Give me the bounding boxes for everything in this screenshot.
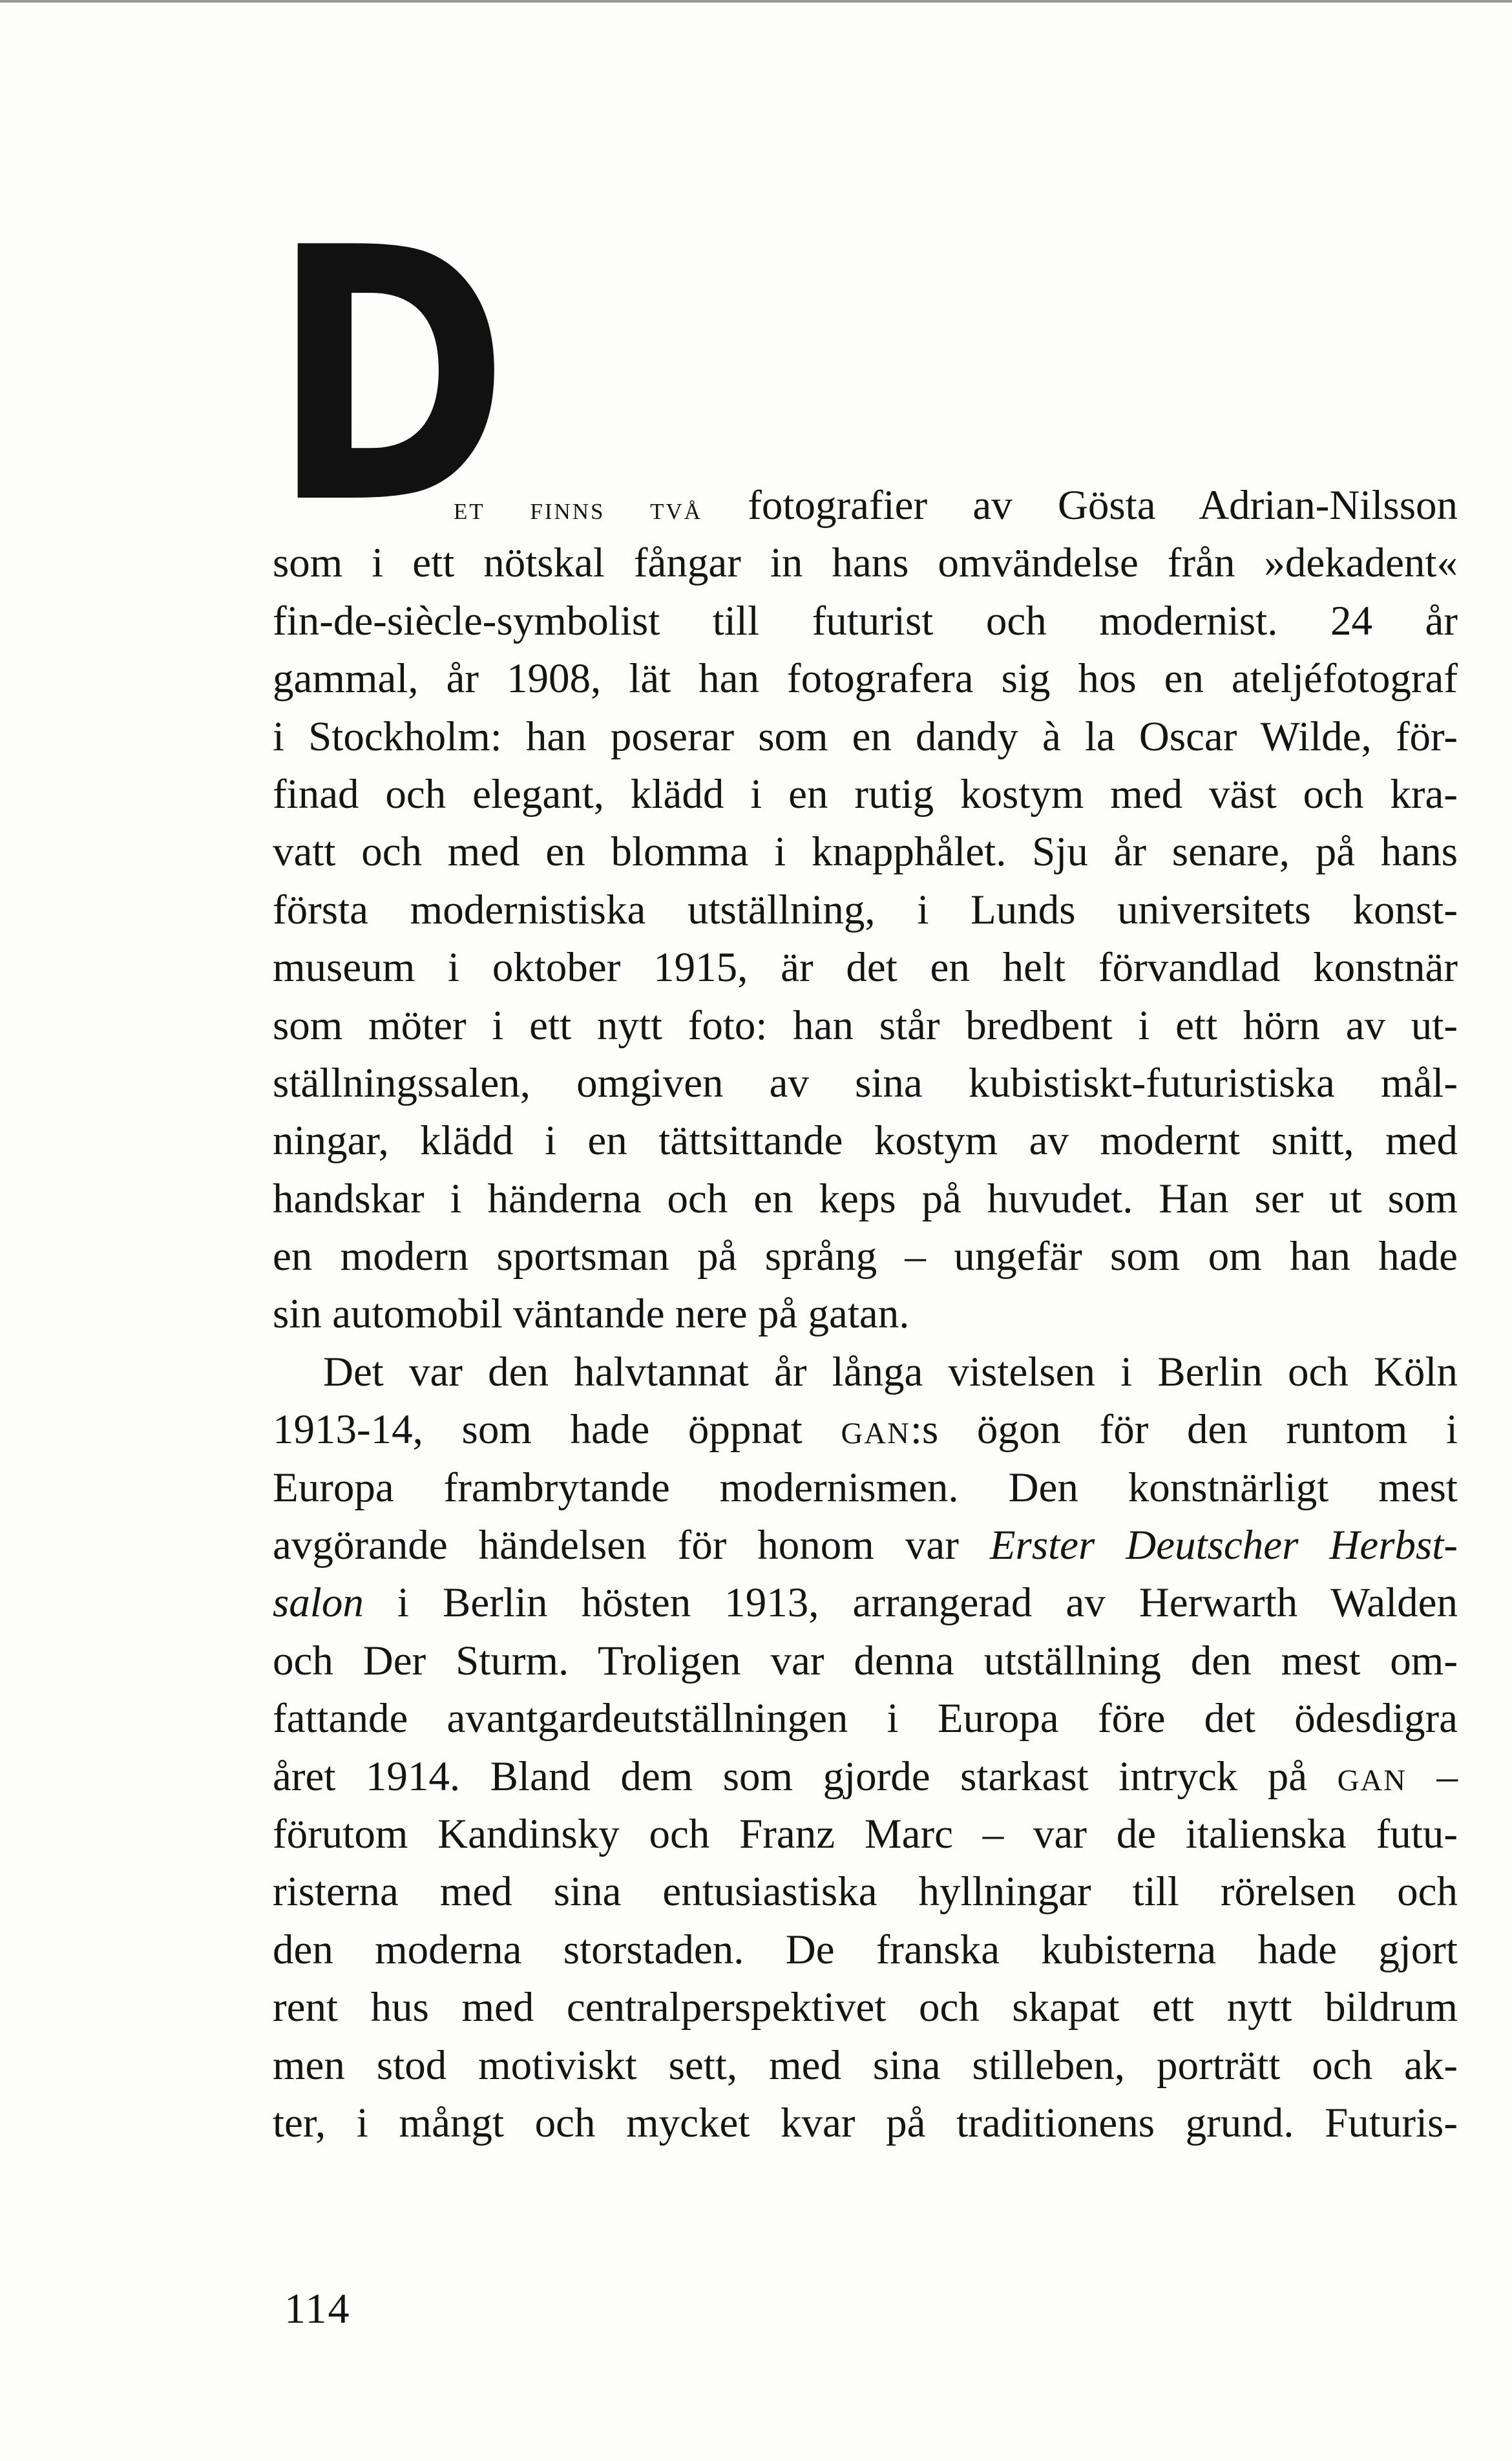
text-line: vatt och med en blomma i knapphålet. Sju år senare, på hans (273, 829, 1458, 876)
text-line: gammal, år 1908, lät han fotografera sig hos en ateljéfotograf (273, 655, 1458, 702)
text-line: Det var den halvtannat år långa vistelsen i Berlin och Köln (323, 1348, 1458, 1395)
text-line: fin-de-siècle-symbolist till futurist och modernist. 24 år (273, 597, 1458, 644)
text-line: museum i oktober 1915, är det en helt förvandlad konstnär (273, 944, 1458, 991)
text-line: som möter i ett nytt foto: han står bredbent i ett hörn av ut- (273, 1002, 1458, 1049)
text-line: förutom Kandinsky och Franz Marc – var de italienska futu- (273, 1810, 1458, 1857)
text-line: 1913-14, som hade öppnat GAN:s ögon för den runtom i (273, 1406, 1458, 1453)
text-line: sin automobil väntande nere på gatan. (273, 1291, 910, 1338)
text-line: året 1914. Bland dem som gjorde starkast intryck på GAN – (273, 1753, 1458, 1800)
text-line: men stod motiviskt sett, med sina stilleben, porträtt och ak- (273, 2042, 1458, 2089)
text-line: ter, i mångt och mycket kvar på traditionens grund. Futuris- (273, 2099, 1458, 2146)
italic-title: salon (273, 1579, 364, 1627)
text-line: och Der Sturm. Troligen var denna utställning den mest om- (273, 1637, 1458, 1684)
text-line: rent hus med centralperspektivet och skapat ett nytt bildrum (273, 1984, 1458, 2031)
italic-title: Erster Deutscher Herbst- (989, 1522, 1458, 1569)
text-line: ställningssalen, omgiven av sina kubistiskt-futuristiska mål- (273, 1059, 1458, 1106)
text-line: den moderna storstaden. De franska kubisterna hade gjort (273, 1926, 1458, 1973)
text-line: avgörande händelsen för honom var Erster Deutscher Herbst- (273, 1522, 1458, 1569)
drop-cap-letter: D (271, 194, 509, 509)
text-line: en modern sportsman på språng – ungefär som om han hade (273, 1233, 1458, 1280)
text-line: finad och elegant, klädd i en rutig kostym med väst och kra- (273, 770, 1458, 818)
paragraph-1 (273, 477, 1458, 1344)
small-caps-abbrev: GAN (1337, 1763, 1407, 1797)
scan-edge-rule (0, 0, 1512, 3)
text-line: i Stockholm: han poserar som en dandy à la Oscar Wilde, för- (273, 713, 1458, 760)
small-caps-abbrev: GAN (841, 1417, 910, 1451)
text-line: handskar i händerna och en keps på huvudet. Han ser ut som (273, 1175, 1458, 1222)
text-line: salon i Berlin hösten 1913, arrangerad av Herwarth Walden (273, 1579, 1458, 1627)
text-line: fattande avantgardeutställningen i Europa före det ödesdigra (273, 1695, 1458, 1742)
body-text (273, 194, 1458, 2152)
paragraph-2 (273, 1344, 1458, 2152)
text-line: som i ett nötskal fångar in hans omvändelse från »dekadent« (273, 540, 1458, 587)
drop-cap (271, 194, 510, 509)
small-caps-lead: et finns två (454, 490, 703, 526)
text-line: första modernistiska utställning, i Lunds universitets konst- (273, 886, 1458, 933)
text-line: et finns två fotografier av Gösta Adrian-Nilsson (454, 482, 1458, 529)
text-line: risterna med sina entusiastiska hyllningar till rörelsen och (273, 1868, 1458, 1916)
text-line: ningar, klädd i en tättsittande kostym av modernt snitt, med (273, 1117, 1458, 1165)
text-line: Europa frambrytande modernismen. Den konstnärligt mest (273, 1464, 1458, 1511)
page-number: 114 (284, 2285, 351, 2332)
drop-cap-glyph (271, 194, 510, 509)
